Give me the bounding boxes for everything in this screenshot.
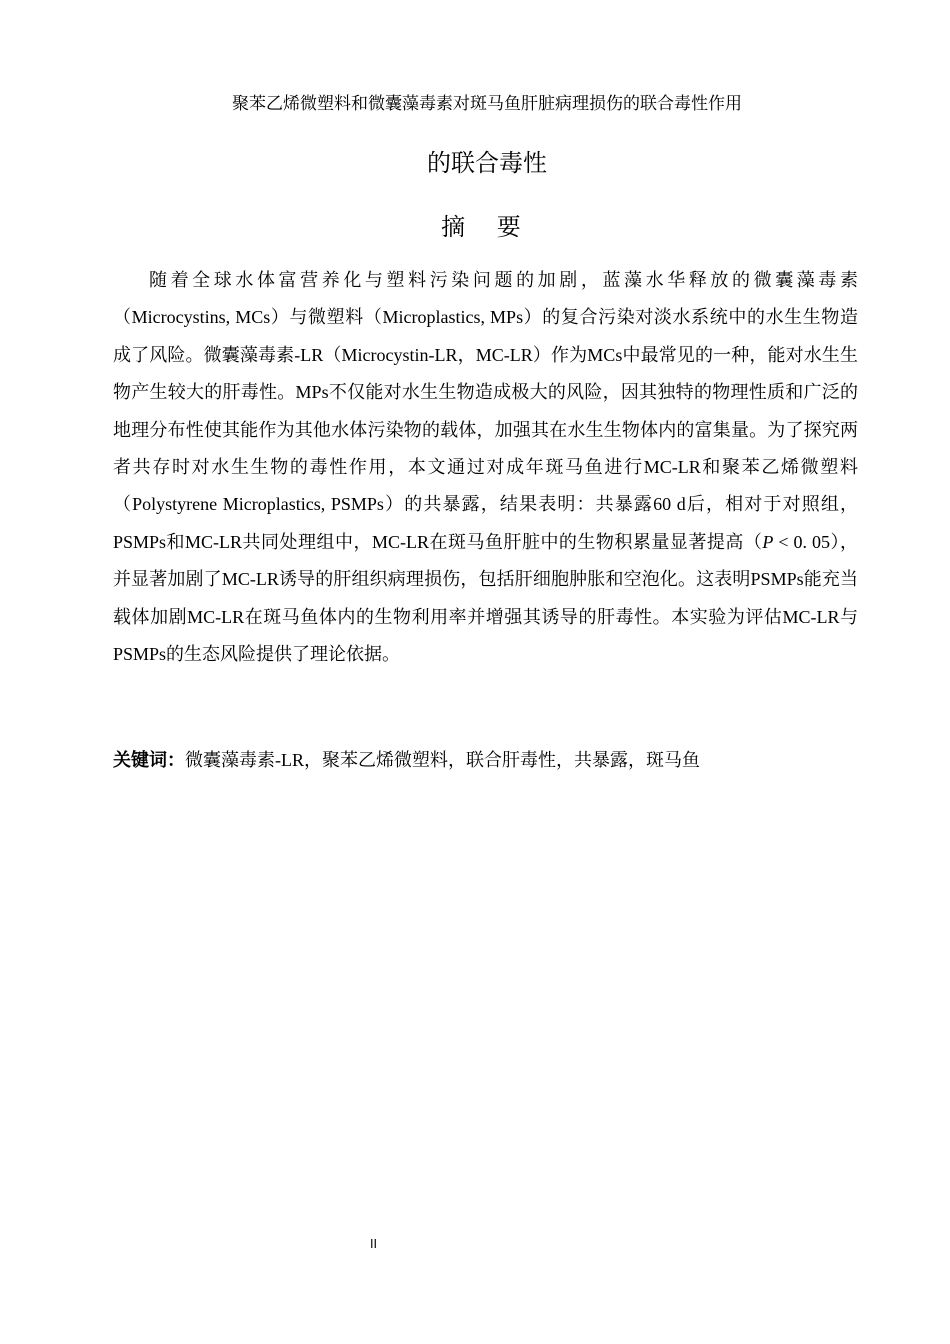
abstract-paragraph — [113, 262, 858, 673]
keywords-text: 微囊藻毒素-LR，聚苯乙烯微塑料，联合肝毒性，共暴露，斑马鱼 — [185, 750, 700, 770]
abstract-text-part1: 随着全球水体富营养化与塑料污染问题的加剧，蓝藻水华释放的微囊藻毒素（Microcystins, MCs）与微塑料（Microplastics, MPs）的复合污染对淡水系统中的水生生物造成了风险。微囊藻毒素-LR（Microcystin-LR，MC-LR）作为MCs中最常见的一种，能对水生生物产生较大的肝毒性。MPs不仅能对水生生物造成极大的风险，因其独特的物理性质和广泛的地理分布性使其能作为其他水体污染物的载体，加强其在水生生物体内的富集量。为了探究两者共存时对水生生物的毒性作用，本文通过对成年斑马鱼进行MC-LR和聚苯乙烯微塑料（Polystyrene Microplastics, PSMPs）的共暴露，结果表明：共暴露60 d后，相对于对照组，PSMPs和MC-LR共同处理组中，MC-LR在斑马鱼肝脏中的生物积累量显著提高（ — [113, 270, 858, 552]
running-header: 聚苯乙烯微塑料和微囊藻毒素对斑马鱼肝脏病理损伤的联合毒性作用 — [232, 94, 742, 114]
p-value-symbol: P — [762, 531, 774, 552]
title-continuation: 的联合毒性 — [427, 149, 547, 177]
abstract-heading: 摘 要 — [441, 213, 533, 241]
keywords-label: 关键词： — [113, 750, 185, 771]
abstract-text-part2: < 0. 05），并显著加剧了MC-LR诱导的肝组织病理损伤，包括肝细胞肿胀和空泡化。这表明PSMPs能充当载体加剧MC-LR在斑马鱼体内的生物利用率并增强其诱导的肝毒性。本实验为评估MC-LR与PSMPs的生态风险提供了理论依据。 — [113, 531, 858, 665]
keywords-line — [113, 744, 858, 777]
page-number: II — [370, 1237, 378, 1251]
